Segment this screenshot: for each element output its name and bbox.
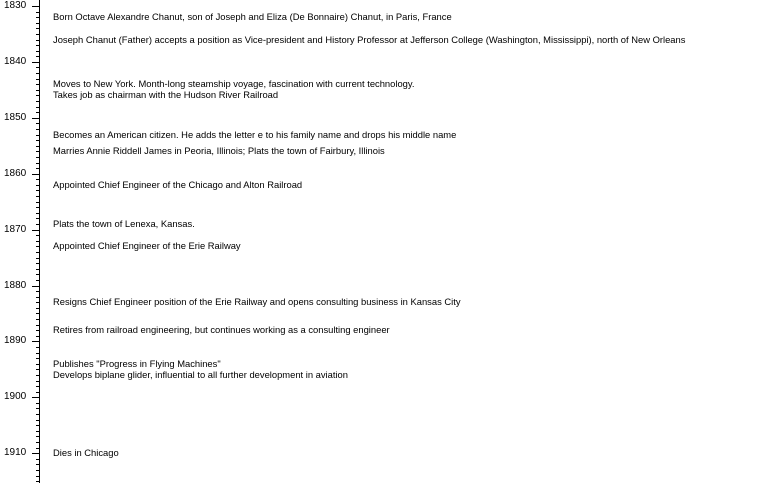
minor-tick	[36, 95, 40, 96]
minor-tick	[36, 442, 40, 443]
year-label: 1830	[4, 0, 27, 11]
minor-tick	[36, 274, 40, 275]
minor-tick	[36, 163, 40, 164]
minor-tick	[36, 146, 40, 147]
timeline-event: Marries Annie Riddell James in Peoria, Illinois; Plats the town of Fairbury, Illinois	[53, 145, 385, 156]
minor-tick	[36, 459, 40, 460]
minor-tick	[36, 392, 40, 393]
major-tick	[32, 62, 40, 63]
minor-tick	[36, 280, 40, 281]
year-label: 1890	[4, 335, 27, 346]
minor-tick	[36, 196, 40, 197]
minor-tick	[36, 179, 40, 180]
timeline-event: Takes job as chairman with the Hudson River Railroad	[53, 89, 279, 100]
minor-tick	[36, 135, 40, 136]
minor-tick	[36, 403, 40, 404]
minor-tick	[36, 425, 40, 426]
minor-tick	[36, 464, 40, 465]
minor-tick	[36, 34, 40, 35]
timeline-event: Develops biplane glider, influential to all further development in aviation	[53, 369, 348, 380]
minor-tick	[36, 325, 40, 326]
minor-tick	[36, 269, 40, 270]
minor-tick	[36, 476, 40, 477]
minor-tick	[36, 330, 40, 331]
minor-tick	[36, 246, 40, 247]
minor-tick	[36, 190, 40, 191]
timeline-event: Appointed Chief Engineer of the Erie Railway	[53, 240, 241, 251]
minor-tick	[36, 353, 40, 354]
minor-tick	[36, 140, 40, 141]
minor-tick	[36, 12, 40, 13]
minor-tick	[36, 56, 40, 57]
minor-tick	[36, 436, 40, 437]
year-label: 1860	[4, 168, 27, 179]
minor-tick	[36, 431, 40, 432]
minor-tick	[36, 297, 40, 298]
minor-tick	[36, 112, 40, 113]
minor-tick	[36, 202, 40, 203]
minor-tick	[36, 358, 40, 359]
minor-tick	[36, 51, 40, 52]
major-tick	[32, 397, 40, 398]
minor-tick	[36, 40, 40, 41]
year-label: 1900	[4, 391, 27, 402]
minor-tick	[36, 151, 40, 152]
timeline-event: Retires from railroad engineering, but continues working as a consulting engineer	[53, 324, 390, 335]
minor-tick	[36, 386, 40, 387]
major-tick	[32, 286, 40, 287]
minor-tick	[36, 207, 40, 208]
minor-tick	[36, 123, 40, 124]
minor-tick	[36, 28, 40, 29]
minor-tick	[36, 313, 40, 314]
minor-tick	[36, 408, 40, 409]
timeline-event: Becomes an American citizen. He adds the letter e to his family name and drops his middle name	[53, 129, 457, 140]
minor-tick	[36, 258, 40, 259]
minor-tick	[36, 263, 40, 264]
minor-tick	[36, 73, 40, 74]
minor-tick	[36, 347, 40, 348]
minor-tick	[36, 45, 40, 46]
minor-tick	[36, 364, 40, 365]
timeline-event: Dies in Chicago	[53, 447, 119, 458]
minor-tick	[36, 420, 40, 421]
minor-tick	[36, 291, 40, 292]
minor-tick	[36, 84, 40, 85]
minor-tick	[36, 17, 40, 18]
minor-tick	[36, 23, 40, 24]
major-tick	[32, 230, 40, 231]
minor-tick	[36, 129, 40, 130]
minor-tick	[36, 67, 40, 68]
major-tick	[32, 453, 40, 454]
minor-tick	[36, 90, 40, 91]
minor-tick	[36, 308, 40, 309]
minor-tick	[36, 302, 40, 303]
timeline-event: Appointed Chief Engineer of the Chicago and Alton Railroad	[53, 179, 303, 190]
year-label: 1880	[4, 280, 27, 291]
minor-tick	[36, 375, 40, 376]
year-label: 1870	[4, 224, 27, 235]
timeline-event: Joseph Chanut (Father) accepts a position as Vice-president and History Professor at Jefferson College (Washington, Mississippi), north of New Orleans	[53, 34, 686, 45]
minor-tick	[36, 157, 40, 158]
timeline-event: Plats the town of Lenexa, Kansas.	[53, 218, 195, 229]
major-tick	[32, 341, 40, 342]
minor-tick	[36, 185, 40, 186]
year-label: 1910	[4, 447, 27, 458]
timeline-event: Moves to New York. Month-long steamship voyage, fascination with current technology.	[53, 78, 415, 89]
year-label: 1840	[4, 56, 27, 67]
minor-tick	[36, 448, 40, 449]
minor-tick	[36, 101, 40, 102]
major-tick	[32, 174, 40, 175]
minor-tick	[36, 213, 40, 214]
minor-tick	[36, 224, 40, 225]
minor-tick	[36, 252, 40, 253]
timeline-event: Publishes "Progress in Flying Machines"	[53, 358, 221, 369]
timeline-event: Born Octave Alexandre Chanut, son of Joseph and Eliza (De Bonnaire) Chanut, in Paris, France	[53, 11, 452, 22]
minor-tick	[36, 319, 40, 320]
minor-tick	[36, 381, 40, 382]
minor-tick	[36, 369, 40, 370]
minor-tick	[36, 107, 40, 108]
year-label: 1850	[4, 112, 27, 123]
minor-tick	[36, 241, 40, 242]
minor-tick	[36, 414, 40, 415]
minor-tick	[36, 168, 40, 169]
minor-tick	[36, 336, 40, 337]
minor-tick	[36, 481, 40, 482]
minor-tick	[36, 470, 40, 471]
major-tick	[32, 6, 40, 7]
minor-tick	[36, 79, 40, 80]
timeline-event: Resigns Chief Engineer position of the Erie Railway and opens consulting business in Kansas City	[53, 296, 461, 307]
minor-tick	[36, 218, 40, 219]
minor-tick	[36, 235, 40, 236]
major-tick	[32, 118, 40, 119]
